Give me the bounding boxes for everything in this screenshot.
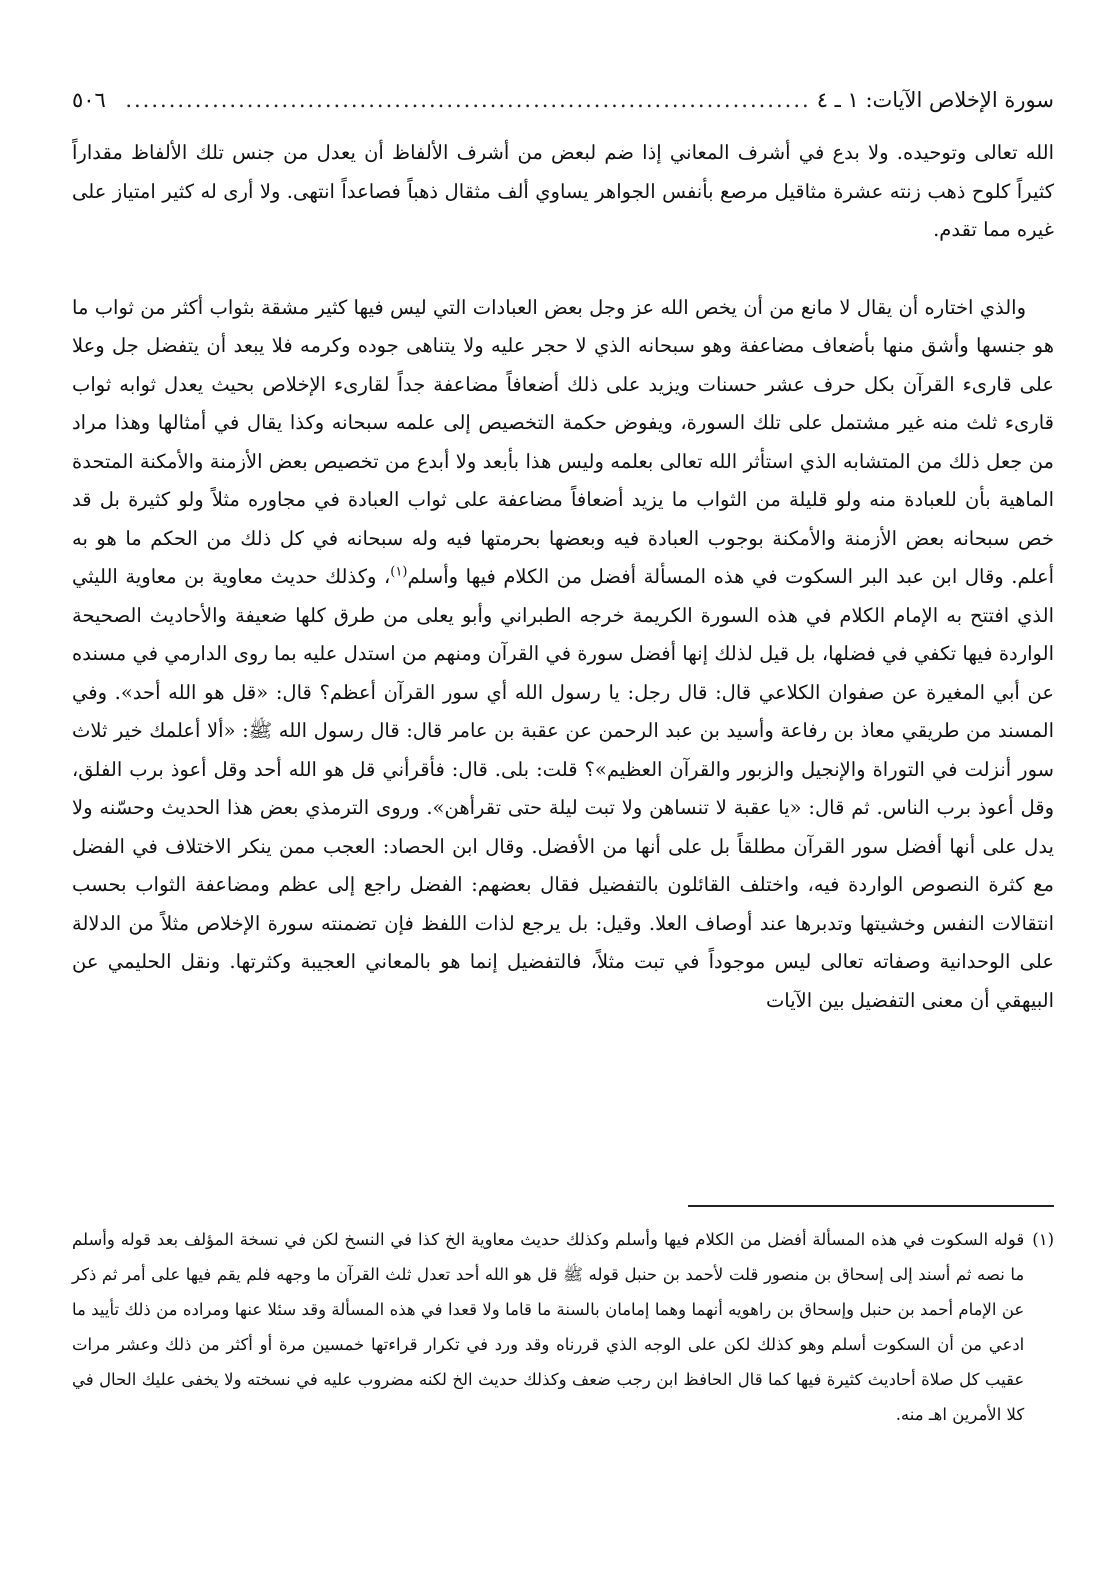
footnote-reference-1[interactable]: (١): [390, 564, 408, 580]
dot-leader: ...............................................................................: [125, 88, 811, 112]
footnote-text: قوله السكوت في هذه المسألة أفضل من الكلام فيها وأسلم وكذلك حديث معاوية الخ كذا في النسخ لكن في نسخة المؤلف بعد قوله وأسلم ما نصه ثم أسند إلى إسحاق بن منصور قلت لأحمد بن حنبل قوله ﷺ قل هو الله أحد تعدل ثلث القرآن ما وجهه فلم يقم فيها على أمر ثم ذكر عن الإمام أحمد بن حنبل وإسحاق بن راهويه أنهما وهما إمامان بالسنة ما قاما ولا قعدا في هذه المسألة وقد سئلا عنها ومراده من ذلك تأييد ما ادعي من أن السكوت أسلم وهو كذلك لكن على الوجه الذي قررناه وقد ورد في تكرار قراءتها خمسين مرة أو أكثر من ذلك وعشر مرات عقيب كل صلاة أحاديث كثيرة فيها كما قال الحافظ ابن رجب ضعف وكذلك حديث الخ لكنه مضروب عليه في نسخته ولا يخفى عليك الحال في كلا الأمرين اهـ منه.: [72, 1230, 1025, 1424]
footnote-1: [72, 1222, 1054, 1432]
page-number: ٥٠٦: [72, 88, 106, 112]
footnote-number: (١): [1032, 1230, 1054, 1249]
paragraph-2-part-1: والذي اختاره أن يقال لا مانع من أن يخص الله عز وجل بعض العبادات التي ليس فيها كثير مشقة بثواب أكثر من ثواب ما هو جنسها وأشق منها بأضعاف مضاعفة وهو سبحانه الذي لا حجر عليه ولا يتناهى جوده وكرمه فلا يبعد أن يتفضل جل وعلا على قارىء القرآن بكل حرف عشر حسنات ويزيد على ذلك أضعافاً مضاعفة جداً لقارىء الإخلاص بحيث يعدل ثوابه ثواب قارىء ثلث منه غير مشتمل على تلك السورة، ويفوض حكمة التخصيص إلى علمه سبحانه وكذا يقال في أمثالها وهذا مراد من جعل ذلك من المتشابه الذي استأثر الله تعالى بعلمه وليس هذا بأبعد ولا أبدع من تخصيص بعض الأزمنة والأمكنة المتحدة الماهية بأن للعبادة منه ولو قليلة من الثواب ما يزيد أضعافاً مضاعفة على ثواب العبادة في مجاوره مثلاً ولو كثيرة بل قد خص سبحانه بعض الأزمنة والأمكنة بوجوب العبادة فيه وبعضها بحرمتها فيه وله سبحانه في كل ذلك من الحكم ما هو به أعلم. وقال ابن عبد البر السكوت في هذه المسألة أفضل من الكلام فيها وأسلم: [72, 295, 1054, 588]
paragraph-1: الله تعالى وتوحيده. ولا بدع في أشرف المعاني إذا ضم لبعض من أشرف الألفاظ أن يعدل من جنس تلك الألفاظ مقداراً كثيراً كلوح ذهب زنته عشرة مثاقيل مرصع بأنفس الجواهر يساوي ألف مثقال ذهباً فصاعداً انتهى. ولا أرى له كثير امتياز على غيره مما تقدم.: [72, 141, 1054, 241]
footnotes: [72, 1222, 1054, 1432]
paragraph-2: [72, 289, 1054, 1021]
surah-verse-title: سورة الإخلاص الآيات: ١ ـ ٤: [816, 88, 1054, 112]
main-text: [72, 134, 1054, 1020]
paragraph-2-part-2: ، وكذلك حديث معاوية بن معاوية الليثي الذي افتتح به الإمام الكلام في هذه السورة الكريمة خرجه الطبراني وأبو يعلى من طرق كلها ضعيفة والأحاديث الصحيحة الواردة فيها تكفي في فضلها، بل قيل لذلك إنها أفضل سورة في القرآن ومنهم من استدل عليه بما روى الدارمي في مسنده عن أبي المغيرة عن صفوان الكلاعي قال: قال رجل: يا رسول الله أي سور القرآن أعظم؟ قال: «قل هو الله أحد». وفي المسند من طريقي معاذ بن رفاعة وأسيد بن عبد الرحمن عن عقبة بن عامر قال: قال رسول الله ﷺ: «ألا أعلمك خير ثلاث سور أنزلت في التوراة والإنجيل والزبور والقرآن العظيم»؟ قلت: بلى. قال: فأقرأني قل هو الله أحد وقل أعوذ برب الفلق، وقل أعوذ برب الناس. ثم قال: «يا عقبة لا تنساهن ولا تبت ليلة حتى تقرأهن». وروى الترمذي بعض هذا الحديث وحسّنه ولا يدل على أنها أفضل سور القرآن مطلقاً بل على أنها من الأفضل. وقال ابن الحصاد: العجب ممن ينكر الاختلاف في الفضل مع كثرة النصوص الواردة فيه، واختلف القائلون بالتفضيل فقال بعضهم: الفضل راجع إلى عظم ومضاعفة الثواب بحسب انتقالات النفس وخشيتها وتدبرها عند أوصاف العلا. وقيل: بل يرجع لذات اللفظ فإن تضمنته سورة الإخلاص مثلاً من الدلالة على الوحدانية وصفاته تعالى ليس موجوداً في تبت مثلاً، فالتفضيل إنما هو بالمعاني العجيبة وكثرتها. ونقل الحليمي عن البيهقي أن معنى التفضيل بين الآيات: [72, 565, 1054, 1012]
running-header: [72, 80, 1054, 120]
footnote-separator: [688, 1205, 1054, 1207]
